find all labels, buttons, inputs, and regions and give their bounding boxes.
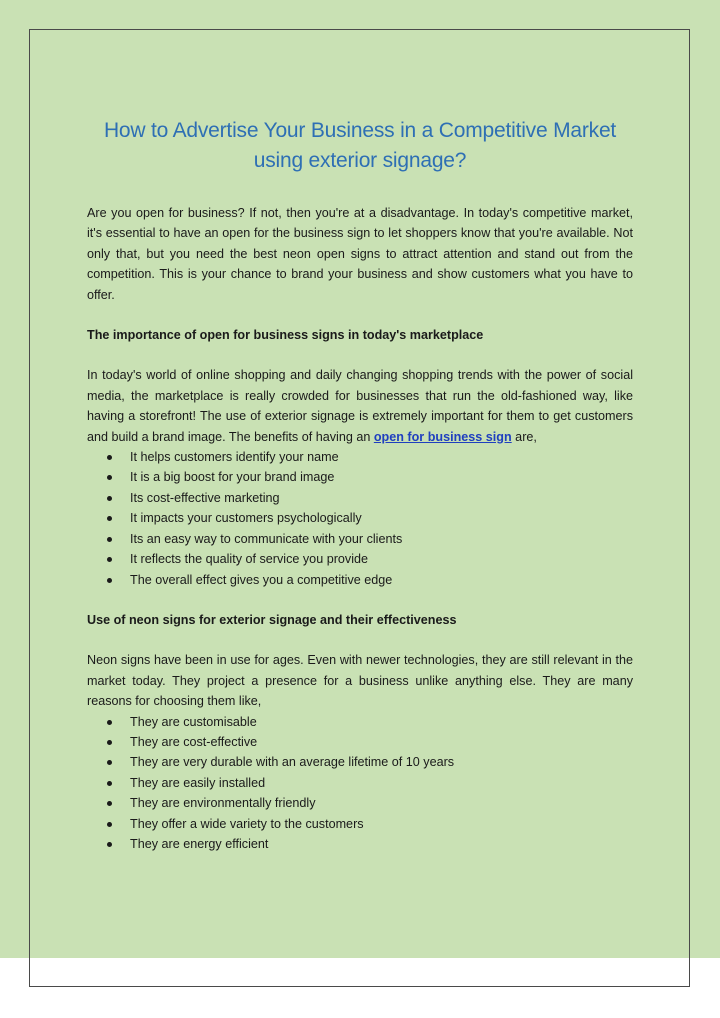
bullet-icon (107, 578, 112, 583)
open-for-business-sign-link[interactable]: open for business sign (373, 429, 512, 444)
section2-heading: Use of neon signs for exterior signage and their effectiveness (87, 612, 457, 627)
bullet-icon (107, 516, 112, 521)
bullet-icon (107, 557, 112, 562)
list-item (87, 488, 633, 508)
reasons-list (87, 712, 633, 855)
list-item-text: They are customisable (130, 714, 257, 729)
bullet-icon (107, 801, 112, 806)
section1-text-after-link: are, (511, 429, 537, 444)
intro-paragraph: Are you open for business? If not, then you're at a disadvantage. In today's competitive market, it's essential to have an open for the business sign to let shoppers know that you're available. Not only that, but you need the best neon open signs to attract attention and stand out from the competition. This is your chance to brand your business and show customers what you have to offer. (87, 206, 633, 302)
list-item-text: They are cost-effective (130, 734, 258, 749)
benefits-list (87, 447, 633, 590)
list-item (87, 752, 633, 772)
section2-paragraph: Neon signs have been in use for ages. Even with newer technologies, they are still relevant in the market today. They project a presence for a business unlike anything else. They are many reasons for choosing them like, (87, 653, 633, 709)
list-item (87, 834, 633, 854)
bullet-icon (107, 842, 112, 847)
bullet-icon (107, 537, 112, 542)
document-title: How to Advertise Your Business in a Competitive Market using exterior signage? (103, 119, 617, 172)
section1-text-before-link: In today's world of online shopping and daily changing shopping trends with the power of social media, the marketplace is really crowded for businesses that run the old-fashioned way, like having a storefront! The use of exterior signage is extremely important for them to get customers and build a brand image. The benefits of having an (87, 368, 633, 444)
bullet-icon (107, 740, 112, 745)
list-item (87, 529, 633, 549)
list-item (87, 549, 633, 569)
list-item-text: It helps customers identify your name (130, 450, 339, 465)
bullet-icon (107, 720, 112, 725)
list-item-text: Its an easy way to communicate with your clients (130, 531, 403, 546)
list-item (87, 732, 633, 752)
list-item (87, 773, 633, 793)
list-item (87, 467, 633, 487)
bullet-icon (107, 781, 112, 786)
list-item-text: It is a big boost for your brand image (130, 470, 335, 485)
bullet-icon (107, 822, 112, 827)
bullet-icon (107, 760, 112, 765)
list-item (87, 570, 633, 590)
list-item-text: The overall effect gives you a competitive edge (130, 572, 393, 587)
list-item-text: They are environmentally friendly (130, 796, 316, 811)
list-item-text: It impacts your customers psychologically (130, 511, 362, 526)
list-item-text: They are very durable with an average lifetime of 10 years (130, 755, 455, 770)
list-item-text: It reflects the quality of service you provide (130, 552, 368, 567)
list-item (87, 793, 633, 813)
list-item-text: Its cost-effective marketing (130, 490, 280, 505)
list-item-text: They are easily installed (130, 775, 266, 790)
bullet-icon (107, 455, 112, 460)
section1-heading: The importance of open for business signs in today's marketplace (87, 328, 484, 343)
list-item (87, 712, 633, 732)
list-item-text: They are energy efficient (130, 836, 269, 851)
list-item (87, 814, 633, 834)
bullet-icon (107, 475, 112, 480)
document-body (87, 116, 633, 854)
list-item (87, 447, 633, 467)
section1-paragraph (87, 365, 633, 447)
list-item-text: They offer a wide variety to the customers (130, 816, 364, 831)
list-item (87, 508, 633, 528)
bullet-icon (107, 496, 112, 501)
